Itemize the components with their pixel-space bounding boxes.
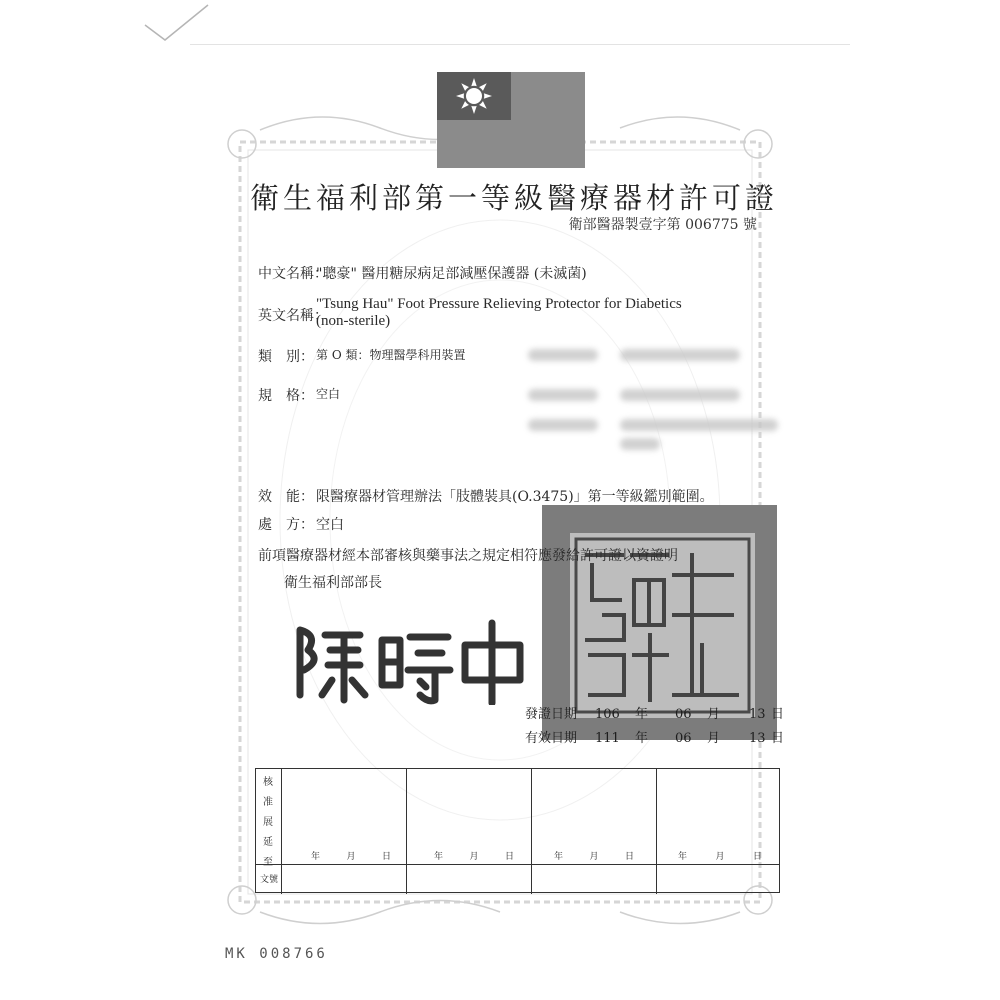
scan-corner-mark bbox=[140, 0, 210, 45]
chinese-name-row bbox=[258, 263, 587, 283]
year-char: 年 bbox=[678, 852, 688, 862]
ymd-cell-1 bbox=[311, 849, 391, 862]
prescription-row bbox=[258, 514, 344, 534]
extension-table bbox=[255, 768, 780, 893]
side-char: 至 bbox=[263, 857, 273, 868]
scan-edge-line bbox=[190, 44, 850, 45]
english-name-value bbox=[316, 296, 682, 330]
approval-statement: 前項醫療器材經本部審核與藥事法之規定相符應發給許可證以資證明 bbox=[258, 548, 678, 564]
redacted-label-3 bbox=[528, 419, 598, 431]
day-char: 日 bbox=[752, 852, 762, 862]
table-divider bbox=[406, 769, 407, 894]
month-char: 月 bbox=[715, 852, 725, 862]
valid-date-year: 111 bbox=[595, 731, 620, 746]
category-row bbox=[258, 346, 465, 366]
day-char: 日 bbox=[381, 852, 391, 862]
english-name-line1: "Tsung Hau" Foot Pressure Relieving Protector for Diabetics bbox=[316, 296, 682, 312]
efficacy-label: 效 能： bbox=[258, 489, 314, 505]
table-divider bbox=[281, 769, 282, 894]
side-char: 展 bbox=[263, 817, 273, 828]
category-value: 第 O 類：物理醫學科用裝置 bbox=[316, 348, 466, 362]
ymd-cell-2 bbox=[434, 849, 514, 862]
english-name-line2: (non-sterile) bbox=[316, 313, 391, 329]
month-char: 月 bbox=[589, 852, 599, 862]
redacted-value-1 bbox=[620, 349, 740, 361]
english-name-label: 英文名稱： bbox=[258, 308, 328, 324]
minister-signature bbox=[290, 615, 530, 705]
sun-emblem-icon bbox=[437, 72, 511, 120]
side-char: 核 bbox=[263, 777, 273, 788]
redacted-value-2 bbox=[620, 389, 740, 401]
ymd-cell-3 bbox=[554, 849, 634, 862]
valid-date-row bbox=[525, 727, 784, 746]
table-divider bbox=[656, 769, 657, 894]
prescription-label: 處 方： bbox=[258, 517, 314, 533]
valid-date-month-unit: 月 bbox=[707, 731, 721, 746]
issue-date-month: 06 bbox=[675, 707, 692, 722]
category-label: 類 別： bbox=[258, 349, 314, 365]
valid-date-day-unit: 日 bbox=[771, 731, 785, 746]
english-name-row bbox=[258, 296, 682, 330]
spec-value: 空白 bbox=[316, 387, 341, 401]
redacted-value-3b bbox=[620, 438, 660, 450]
year-char: 年 bbox=[311, 852, 321, 862]
year-char: 年 bbox=[554, 852, 564, 862]
extension-side-label bbox=[259, 773, 277, 873]
issue-date-row bbox=[525, 703, 784, 722]
flag-emblem bbox=[437, 72, 585, 168]
issue-date-year: 106 bbox=[595, 707, 620, 722]
side-char: 延 bbox=[263, 837, 273, 848]
issue-date-day-unit: 日 bbox=[771, 707, 785, 722]
issue-date-label: 發證日期 bbox=[525, 707, 578, 722]
table-divider bbox=[531, 769, 532, 894]
valid-date-label: 有效日期 bbox=[525, 731, 578, 746]
chinese-name-value: "聰豪" 醫用糖尿病足部減壓保護器 (未滅菌) bbox=[316, 266, 587, 282]
chinese-name-label: 中文名稱： bbox=[258, 266, 328, 282]
issue-date-year-unit: 年 bbox=[635, 707, 649, 722]
efficacy-value: 限醫療器材管理辦法「肢體裝具(O.3475)」第一等級鑑別範圍。 bbox=[316, 489, 714, 505]
spec-row bbox=[258, 385, 340, 405]
prescription-value: 空白 bbox=[316, 517, 344, 533]
valid-date-year-unit: 年 bbox=[635, 731, 649, 746]
month-char: 月 bbox=[469, 852, 479, 862]
efficacy-row bbox=[258, 486, 714, 506]
table-divider bbox=[256, 864, 779, 865]
spec-label: 規 格： bbox=[258, 388, 314, 404]
month-char: 月 bbox=[346, 852, 356, 862]
minister-title: 衛生福利部部長 bbox=[284, 575, 382, 591]
certificate-number: 衛部醫器製壹字第 006775 號 bbox=[568, 217, 757, 233]
day-char: 日 bbox=[504, 852, 514, 862]
valid-date-month: 06 bbox=[675, 731, 692, 746]
serial-number: MK 008766 bbox=[225, 946, 328, 962]
document-title: 衛生福利部第一等級醫療器材許可證 bbox=[250, 181, 779, 215]
document-number-label: 文號 bbox=[259, 875, 278, 885]
issue-date-month-unit: 月 bbox=[707, 707, 721, 722]
day-char: 日 bbox=[624, 852, 634, 862]
ymd-cell-4 bbox=[678, 849, 762, 862]
issue-date-day: 13 bbox=[749, 707, 766, 722]
valid-date-day: 13 bbox=[749, 731, 766, 746]
year-char: 年 bbox=[434, 852, 444, 862]
redacted-label-1 bbox=[528, 349, 598, 361]
redacted-value-3 bbox=[620, 419, 778, 431]
side-char: 准 bbox=[263, 797, 273, 808]
redacted-label-2 bbox=[528, 389, 598, 401]
